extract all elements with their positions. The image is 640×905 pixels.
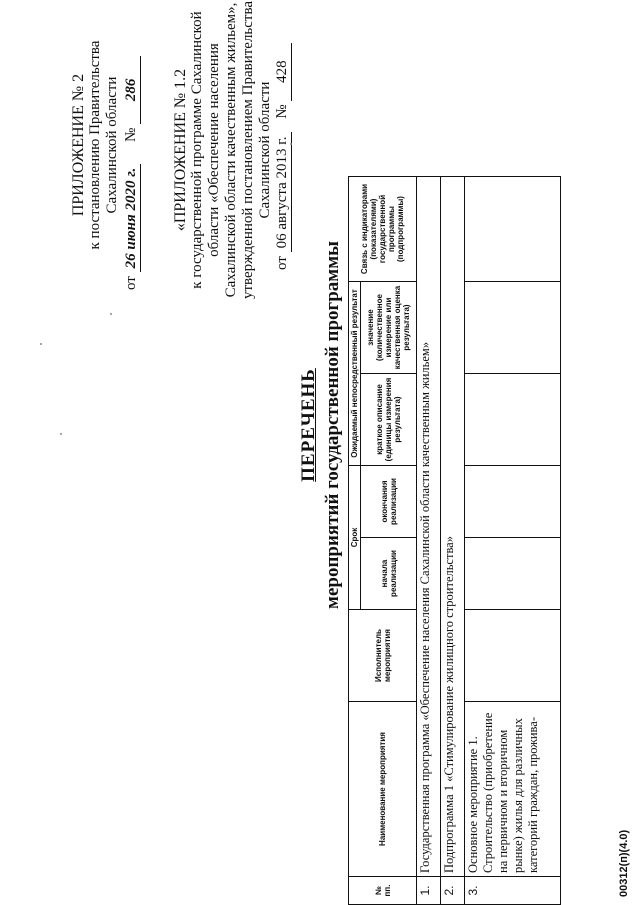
measure-line: Строительство (приобретение: [481, 712, 495, 873]
row-num: 3.: [465, 877, 561, 905]
empty-cell: [465, 466, 561, 538]
header-executor: Исполнитель мероприятия: [349, 610, 417, 702]
document-code: 00312(п)(4.0): [618, 829, 630, 897]
header-result-value: значение (количественное измерение или качественная оценка результата): [361, 282, 417, 374]
appendix2-title: «ПРИЛОЖЕНИЕ № 1.2: [172, 68, 189, 232]
header-term: Срок: [349, 466, 361, 610]
appendix2-line3: Сахалинской области качественным жильем»,: [223, 2, 239, 298]
row-num: 1.: [417, 877, 441, 905]
appendix2-block: [172, 0, 292, 300]
appendix-date-line: [123, 0, 141, 290]
date-day: 26: [123, 253, 139, 269]
header-result-desc: краткое описание (единицы измерения результата): [361, 374, 417, 466]
appendix2-date-line: [274, 0, 292, 300]
header-result: Ожидаемый непосредственный результат: [349, 282, 361, 466]
appendix2-line1: к государственной программе Сахалинской: [189, 11, 205, 289]
table-row: [417, 177, 441, 905]
scan-speck: [110, 313, 112, 315]
heading-subtitle: мероприятий государственной программы: [322, 241, 343, 609]
heading-title: ПЕРЕЧЕНЬ: [298, 368, 319, 482]
measure-line: категорий граждан, прожива-: [526, 717, 540, 873]
header-name: Наименование мероприятия: [349, 702, 417, 877]
header-num: № пп.: [349, 877, 417, 905]
empty-cell: [465, 610, 561, 702]
appendix2-line5: Сахалинской области: [257, 81, 273, 219]
table-row: [465, 177, 561, 905]
date-field: [123, 164, 141, 273]
empty-cell: [465, 282, 561, 374]
measure-line: рынке) жилья для различных: [511, 718, 525, 873]
measure-line: Основное мероприятие 1.: [466, 736, 480, 873]
date-year: 2020: [123, 180, 139, 211]
measures-table: [348, 176, 561, 905]
appendix-title: ПРИЛОЖЕНИЕ № 2: [70, 73, 87, 217]
decree-number: 286: [123, 56, 141, 124]
empty-cell: [465, 374, 561, 466]
header-start: начала реализации: [361, 538, 417, 610]
number-label: №: [274, 104, 290, 119]
program-date: 06 августа 2013 г.: [274, 132, 292, 252]
empty-cell: [465, 538, 561, 610]
measure-line: на первичном и вторичном: [496, 729, 510, 873]
appendix-line2: Сахалинской области: [104, 76, 120, 214]
from-label: от: [123, 276, 139, 290]
scan-speck: [40, 343, 42, 345]
header-end: окончания реализации: [361, 466, 417, 538]
empty-cell: [465, 177, 561, 282]
header-link: Связь с индикаторами (показателями) государственной программы (подпрограммы): [349, 177, 417, 282]
program-number: 428: [274, 43, 292, 101]
row-text: Государственная программа «Обеспечение населения Сахалинской области качественным жильем»: [417, 177, 441, 877]
appendix2-line2: области «Обеспечение населения: [206, 43, 222, 257]
appendix-block: [70, 0, 141, 290]
date-year-suffix: г.: [123, 167, 139, 177]
row-text: Подпрограмма 1 «Стимулирование жилищного строительства»: [441, 177, 465, 877]
appendix-line1: к постановлению Правительства: [87, 40, 103, 250]
from-label: от: [274, 256, 290, 270]
document-heading: [298, 145, 344, 705]
number-label: №: [123, 127, 139, 142]
row-num: 2.: [441, 877, 465, 905]
table-row: [441, 177, 465, 905]
table-header-row-1: [349, 177, 361, 905]
row-measure-text: [465, 702, 561, 877]
scan-speck: [60, 433, 62, 435]
scan-speck: [290, 143, 292, 145]
date-month: июня: [123, 214, 139, 250]
appendix2-line4: утвержденной постановлением Правительства: [240, 0, 256, 300]
